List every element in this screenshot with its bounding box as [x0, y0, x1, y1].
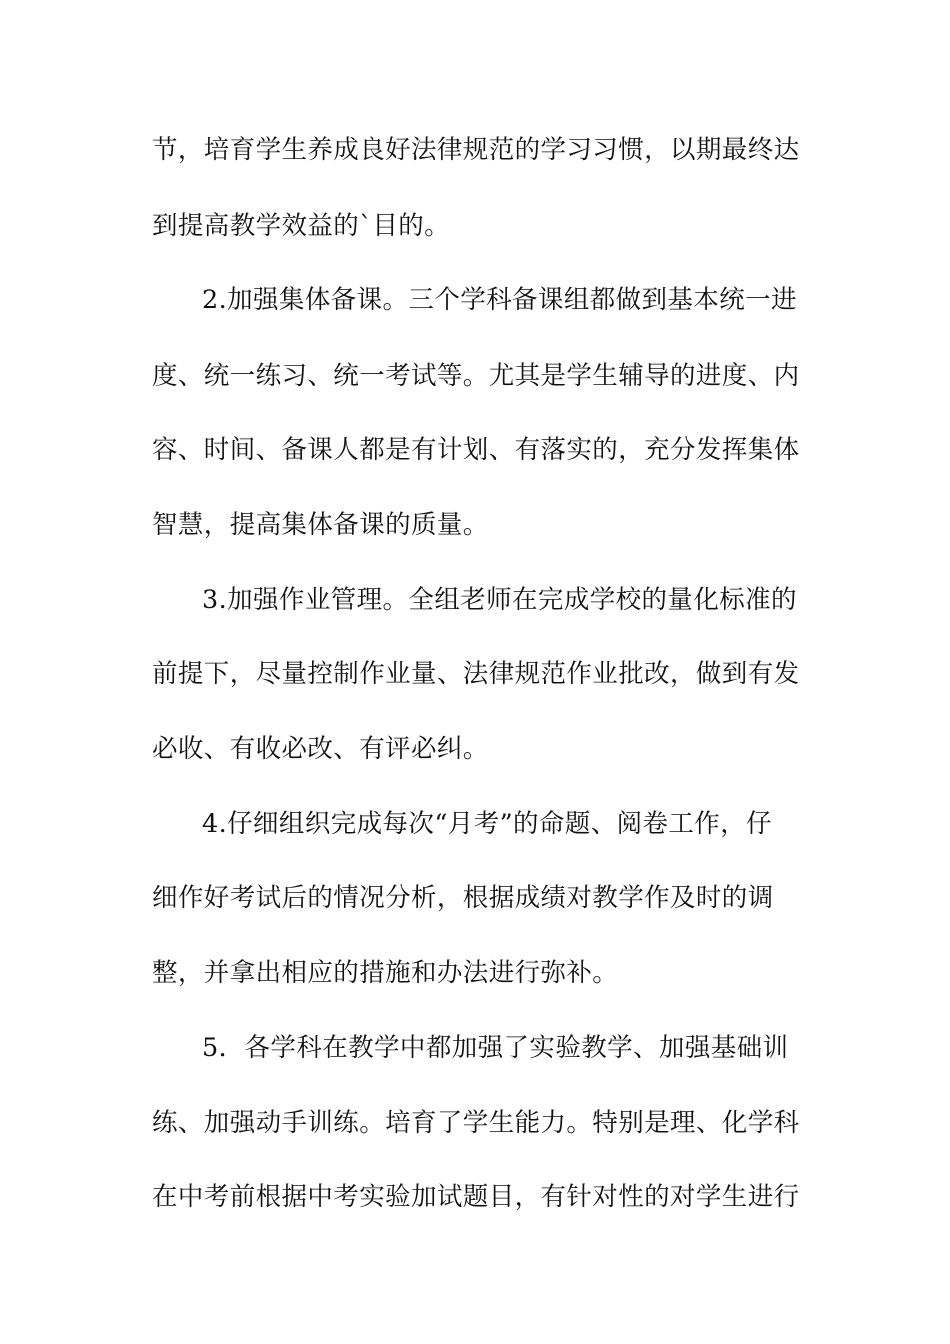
text-line: 智慧，提高集体备课的质量。 — [152, 510, 489, 540]
text-line: 到提高教学效益的`目的。 — [152, 211, 451, 241]
text-line: 整，并拿出相应的措施和办法进行弥补。 — [152, 958, 619, 988]
text-line: 容、时间、备课人都是有计划、有落实的，充分发挥集体 — [152, 435, 800, 465]
text-line: 前提下，尽量控制作业量、法律规范作业批改，做到有发 — [152, 659, 800, 689]
paragraph-4-start: 4.仔细组织完成每次“月考”的命题、阅卷工作，仔 — [202, 809, 773, 839]
paragraph-3-start: 3.加强作业管理。全组老师在完成学校的量化标准的 — [202, 585, 797, 615]
paragraph-5-start: 5．各学科在教学中都加强了实验教学、加强基础训 — [202, 1033, 789, 1063]
paragraph-2-start: 2.加强集体备课。三个学科备课组都做到基本统一进 — [202, 285, 797, 315]
text-line: 细作好考试后的情况分析，根据成绩对教学作及时的调 — [152, 883, 774, 913]
text-line: 必收、有收必改、有评必纠。 — [152, 734, 489, 764]
text-line: 练、加强动手训练。培育了学生能力。特别是理、化学科 — [152, 1108, 800, 1138]
text-line: 节，培育学生养成良好法律规范的学习习惯，以期最终达 — [152, 135, 800, 165]
text-line: 度、统一练习、统一考试等。尤其是学生辅导的进度、内 — [152, 361, 800, 391]
text-line: 在中考前根据中考实验加试题目，有针对性的对学生进行 — [152, 1182, 800, 1212]
